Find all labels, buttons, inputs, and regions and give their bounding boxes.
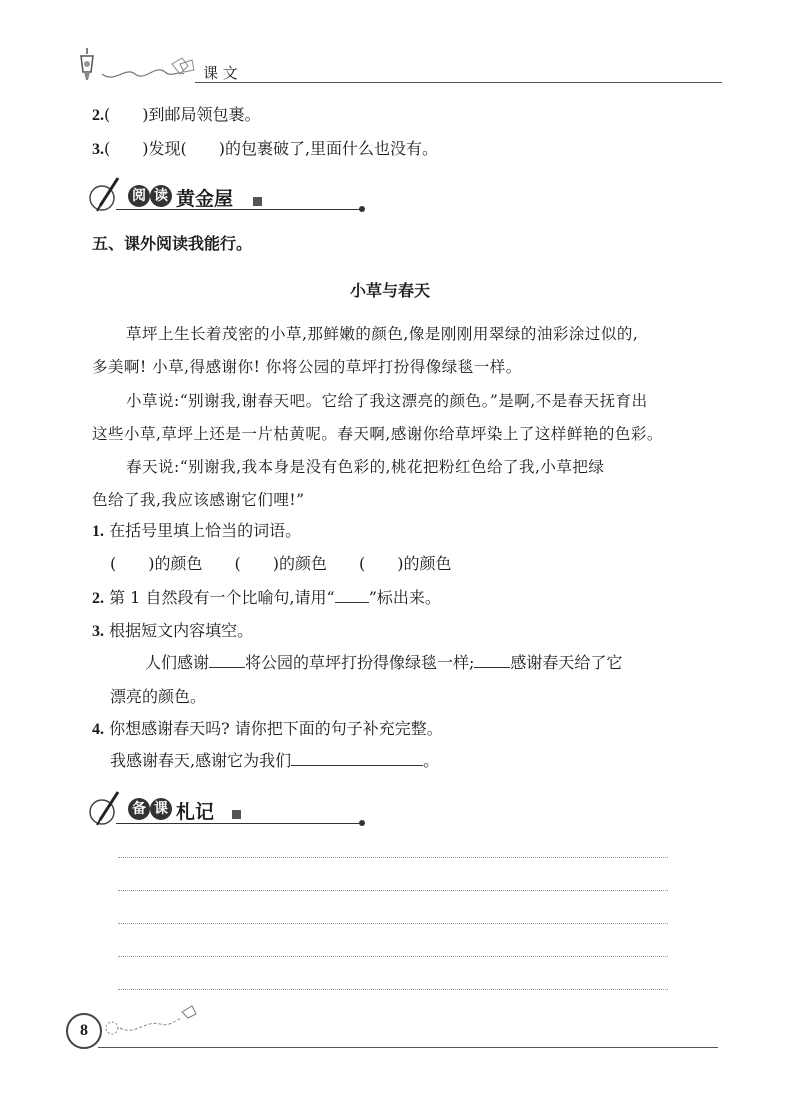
paragraph-line: 草坪上生长着茂密的小草,那鲜嫩的颜色,像是刚刚用翠绿的油彩涂过似的, (126, 325, 639, 343)
page-number: 8 (80, 1022, 88, 1039)
question-1: 1. 在括号里填上恰当的词语。 (92, 521, 302, 540)
underline-blank[interactable] (335, 602, 369, 603)
section-rule (116, 823, 362, 824)
question-4: 4. 你想感谢春天吗? 请你把下面的句子补充完整。 (92, 719, 443, 738)
answer-blank[interactable] (474, 667, 510, 668)
footer-swirl-decoration (100, 1000, 210, 1040)
section-title-notes: 札记 (176, 801, 215, 823)
question-2-simile: 2. 第 1 自然段有一个比喻句,请用“ ”标出来。 (92, 588, 441, 607)
fill-line-3: 我感谢春天,感谢它为我们 。 (110, 751, 440, 770)
badge-char: 读 (150, 185, 172, 207)
title-square-icon (253, 197, 262, 206)
question-3: 3.( )发现( )的包裹破了,里面什么也没有。 (92, 139, 439, 158)
page-number-circle (66, 1013, 102, 1049)
paragraph-line: 色给了我,我应该感谢它们哩!” (92, 491, 305, 509)
paragraph-3 (92, 451, 604, 517)
header-rule (195, 82, 722, 83)
paragraph-2 (92, 385, 663, 451)
section-title-reading: 黄金屋 (176, 188, 234, 210)
section-rule-dot (359, 206, 365, 212)
paragraph-line: 多美啊! 小草,得感谢你! 你将公园的草坪打扮得像绿毯一样。 (92, 358, 522, 376)
note-line[interactable] (118, 989, 668, 990)
footer-rule (98, 1047, 718, 1048)
paragraph-line: 这些小草,草坪上还是一片枯黄呢。春天啊,感谢你给草坪染上了这样鲜艳的色彩。 (92, 425, 663, 443)
title-square-icon (232, 810, 241, 819)
story-title: 小草与春天 (350, 281, 431, 300)
part-heading: 五、课外阅读我能行。 (92, 234, 253, 253)
section-badge-notes (128, 798, 172, 820)
header-lantern-icon (72, 46, 102, 86)
badge-char: 备 (128, 798, 150, 820)
note-line[interactable] (118, 890, 668, 891)
section-rule-dot (359, 820, 365, 826)
paragraph-1 (92, 318, 638, 384)
badge-char: 阅 (128, 185, 150, 207)
note-line[interactable] (118, 857, 668, 858)
answer-blank[interactable] (209, 667, 245, 668)
header-swirl-decoration (100, 56, 200, 86)
question-3-fill: 3. 根据短文内容填空。 (92, 621, 254, 640)
section-rule (116, 209, 362, 210)
section-badge-reading (128, 185, 172, 207)
question-2: 2.( )到邮局领包裹。 (92, 105, 261, 124)
paragraph-line: 小草说:“别谢我,谢春天吧。它给了我这漂亮的颜色。”是啊,不是春天抚育出 (126, 392, 648, 410)
answer-blank[interactable] (291, 765, 423, 766)
note-line[interactable] (118, 923, 668, 924)
badge-char: 课 (150, 798, 172, 820)
blank-row-colors: ( )的颜色 ( )的颜色 ( )的颜色 (110, 554, 452, 573)
paragraph-line: 春天说:“别谢我,我本身是没有色彩的,桃花把粉红色给了我,小草把绿 (126, 458, 605, 476)
header-title: 课 文 (203, 64, 238, 82)
fill-line-1: 人们感谢 将公园的草坪打扮得像绿毯一样; 感谢春天给了它 (145, 653, 623, 672)
fill-line-2: 漂亮的颜色。 (110, 687, 207, 706)
note-line[interactable] (118, 956, 668, 957)
